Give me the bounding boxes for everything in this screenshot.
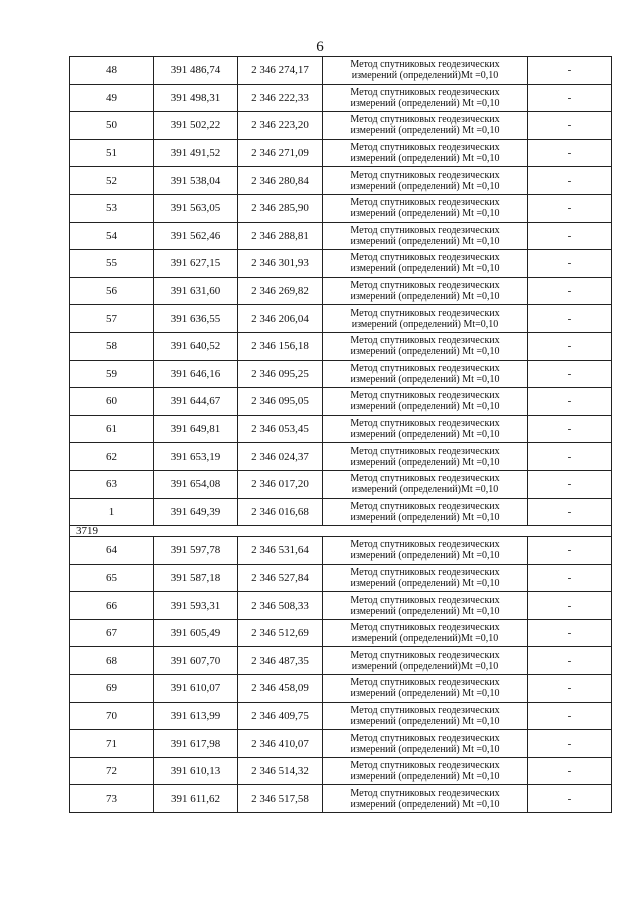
method-cell bbox=[323, 785, 528, 813]
y-coordinate-cell: 2 346 512,69 bbox=[238, 619, 323, 647]
x-coordinate-cell: 391 562,46 bbox=[154, 222, 238, 250]
note-cell: - bbox=[528, 537, 612, 565]
table-row bbox=[70, 388, 612, 416]
x-coordinate-cell: 391 607,70 bbox=[154, 647, 238, 675]
x-coordinate-cell: 391 613,99 bbox=[154, 702, 238, 730]
point-number-cell: 52 bbox=[70, 167, 154, 195]
method-line-1: Метод спутниковых геодезических bbox=[350, 704, 500, 716]
method-line-2: измерений (определений) Mt =0,10 bbox=[350, 401, 500, 413]
table-row bbox=[70, 57, 612, 85]
point-number-cell: 71 bbox=[70, 730, 154, 758]
method-line-1: Метод спутниковых геодезических bbox=[350, 280, 500, 292]
method-line-2: измерений (определений) Mt =0,10 bbox=[350, 153, 500, 165]
method-line-2: измерений (определений) Mt=0,10 bbox=[351, 318, 499, 330]
method-cell bbox=[323, 415, 528, 443]
note-cell: - bbox=[528, 112, 612, 140]
note-cell: - bbox=[528, 470, 612, 498]
method-line-2: измерений (определений) Mt =0,10 bbox=[350, 125, 500, 137]
note-cell: - bbox=[528, 305, 612, 333]
table-row bbox=[70, 139, 612, 167]
y-coordinate-cell: 2 346 269,82 bbox=[238, 277, 323, 305]
method-line-2: измерений (определений) Mt =0,10 bbox=[350, 263, 500, 275]
method-line-2: измерений (определений) Mt =0,10 bbox=[350, 97, 500, 109]
y-coordinate-cell: 2 346 223,20 bbox=[238, 112, 323, 140]
point-number-cell: 1 bbox=[70, 498, 154, 526]
point-number-cell: 72 bbox=[70, 757, 154, 785]
method-cell bbox=[323, 675, 528, 703]
point-number-cell: 63 bbox=[70, 470, 154, 498]
note-cell: - bbox=[528, 498, 612, 526]
method-cell bbox=[323, 360, 528, 388]
method-cell bbox=[323, 564, 528, 592]
y-coordinate-cell: 2 346 156,18 bbox=[238, 332, 323, 360]
method-line-1: Метод спутниковых геодезических bbox=[350, 594, 500, 606]
method-cell bbox=[323, 57, 528, 85]
method-line-2: измерений (определений) Mt =0,10 bbox=[350, 550, 500, 562]
method-cell bbox=[323, 250, 528, 278]
y-coordinate-cell: 2 346 409,75 bbox=[238, 702, 323, 730]
point-number-cell: 67 bbox=[70, 619, 154, 647]
x-coordinate-cell: 391 563,05 bbox=[154, 194, 238, 222]
point-number-cell: 70 bbox=[70, 702, 154, 730]
note-cell: - bbox=[528, 194, 612, 222]
x-coordinate-cell: 391 587,18 bbox=[154, 564, 238, 592]
y-coordinate-cell: 2 346 410,07 bbox=[238, 730, 323, 758]
x-coordinate-cell: 391 611,62 bbox=[154, 785, 238, 813]
method-line-1: Метод спутниковых геодезических bbox=[350, 539, 500, 551]
point-number-cell: 53 bbox=[70, 194, 154, 222]
note-cell: - bbox=[528, 222, 612, 250]
note-cell: - bbox=[528, 139, 612, 167]
point-number-cell: 58 bbox=[70, 332, 154, 360]
x-coordinate-cell: 391 593,31 bbox=[154, 592, 238, 620]
method-cell bbox=[323, 592, 528, 620]
y-coordinate-cell: 2 346 095,05 bbox=[238, 388, 323, 416]
method-line-2: измерений (определений) Mt =0,10 bbox=[350, 456, 500, 468]
method-line-1: Метод спутниковых геодезических bbox=[350, 307, 500, 319]
y-coordinate-cell: 2 346 017,20 bbox=[238, 470, 323, 498]
table-row bbox=[70, 277, 612, 305]
method-cell bbox=[323, 167, 528, 195]
method-line-1: Метод спутниковых геодезических bbox=[350, 169, 500, 181]
note-cell: - bbox=[528, 619, 612, 647]
x-coordinate-cell: 391 498,31 bbox=[154, 84, 238, 112]
method-line-1: Метод спутниковых геодезических bbox=[350, 566, 500, 578]
y-coordinate-cell: 2 346 508,33 bbox=[238, 592, 323, 620]
x-coordinate-cell: 391 653,19 bbox=[154, 443, 238, 471]
table-row bbox=[70, 592, 612, 620]
point-number-cell: 50 bbox=[70, 112, 154, 140]
note-cell: - bbox=[528, 388, 612, 416]
section-row bbox=[70, 526, 612, 537]
y-coordinate-cell: 2 346 514,32 bbox=[238, 757, 323, 785]
note-cell: - bbox=[528, 592, 612, 620]
x-coordinate-cell: 391 654,08 bbox=[154, 470, 238, 498]
method-cell bbox=[323, 470, 528, 498]
method-cell bbox=[323, 305, 528, 333]
table-row bbox=[70, 84, 612, 112]
y-coordinate-cell: 2 346 285,90 bbox=[238, 194, 323, 222]
table-row bbox=[70, 647, 612, 675]
point-number-cell: 54 bbox=[70, 222, 154, 250]
note-cell: - bbox=[528, 250, 612, 278]
section-label: 3719 bbox=[70, 526, 612, 537]
method-line-1: Метод спутниковых геодезических bbox=[350, 59, 500, 71]
x-coordinate-cell: 391 649,39 bbox=[154, 498, 238, 526]
method-cell bbox=[323, 194, 528, 222]
method-line-1: Метод спутниковых геодезических bbox=[350, 732, 500, 744]
y-coordinate-cell: 2 346 280,84 bbox=[238, 167, 323, 195]
x-coordinate-cell: 391 610,07 bbox=[154, 675, 238, 703]
x-coordinate-cell: 391 605,49 bbox=[154, 619, 238, 647]
note-cell: - bbox=[528, 415, 612, 443]
table-row bbox=[70, 222, 612, 250]
y-coordinate-cell: 2 346 206,04 bbox=[238, 305, 323, 333]
method-line-2: измерений (определений) Mt =0,10 bbox=[350, 688, 500, 700]
note-cell: - bbox=[528, 84, 612, 112]
y-coordinate-cell: 2 346 531,64 bbox=[238, 537, 323, 565]
table-row bbox=[70, 305, 612, 333]
point-number-cell: 64 bbox=[70, 537, 154, 565]
method-cell bbox=[323, 757, 528, 785]
y-coordinate-cell: 2 346 288,81 bbox=[238, 222, 323, 250]
note-cell: - bbox=[528, 360, 612, 388]
table-row bbox=[70, 537, 612, 565]
method-cell bbox=[323, 139, 528, 167]
method-line-2: измерений (определений) Mt =0,10 bbox=[350, 743, 500, 755]
method-line-1: Метод спутниковых геодезических bbox=[350, 500, 500, 512]
x-coordinate-cell: 391 649,81 bbox=[154, 415, 238, 443]
table-row bbox=[70, 415, 612, 443]
point-number-cell: 68 bbox=[70, 647, 154, 675]
method-cell bbox=[323, 647, 528, 675]
x-coordinate-cell: 391 646,16 bbox=[154, 360, 238, 388]
method-line-2: измерений (определений)Mt =0,10 bbox=[351, 70, 499, 82]
method-line-1: Метод спутниковых геодезических bbox=[350, 677, 500, 689]
method-cell bbox=[323, 498, 528, 526]
note-cell: - bbox=[528, 647, 612, 675]
method-line-1: Метод спутниковых геодезических bbox=[350, 390, 500, 402]
y-coordinate-cell: 2 346 487,35 bbox=[238, 647, 323, 675]
x-coordinate-cell: 391 486,74 bbox=[154, 57, 238, 85]
method-line-1: Метод спутниковых геодезических bbox=[350, 335, 500, 347]
note-cell: - bbox=[528, 443, 612, 471]
note-cell: - bbox=[528, 167, 612, 195]
method-line-2: измерений (определений) Mt =0,10 bbox=[350, 577, 500, 589]
y-coordinate-cell: 2 346 527,84 bbox=[238, 564, 323, 592]
method-line-1: Метод спутниковых геодезических bbox=[350, 142, 500, 154]
y-coordinate-cell: 2 346 222,33 bbox=[238, 84, 323, 112]
x-coordinate-cell: 391 640,52 bbox=[154, 332, 238, 360]
method-line-1: Метод спутниковых геодезических bbox=[350, 86, 500, 98]
method-line-2: измерений (определений)Mt =0,10 bbox=[351, 660, 499, 672]
table-row bbox=[70, 702, 612, 730]
y-coordinate-cell: 2 346 458,09 bbox=[238, 675, 323, 703]
table-row bbox=[70, 112, 612, 140]
method-line-1: Метод спутниковых геодезических bbox=[350, 760, 500, 772]
x-coordinate-cell: 391 502,22 bbox=[154, 112, 238, 140]
method-line-2: измерений (определений) Mt =0,10 bbox=[350, 511, 500, 523]
point-number-cell: 61 bbox=[70, 415, 154, 443]
x-coordinate-cell: 391 644,67 bbox=[154, 388, 238, 416]
method-line-1: Метод спутниковых геодезических bbox=[350, 114, 500, 126]
method-line-2: измерений (определений) Mt =0,10 bbox=[350, 235, 500, 247]
table-row bbox=[70, 250, 612, 278]
method-line-1: Метод спутниковых геодезических bbox=[350, 418, 500, 430]
table-row bbox=[70, 675, 612, 703]
table-row bbox=[70, 785, 612, 813]
table-row bbox=[70, 730, 612, 758]
point-number-cell: 65 bbox=[70, 564, 154, 592]
note-cell: - bbox=[528, 785, 612, 813]
note-cell: - bbox=[528, 332, 612, 360]
y-coordinate-cell: 2 346 095,25 bbox=[238, 360, 323, 388]
method-line-2: измерений (определений) Mt =0,10 bbox=[350, 291, 500, 303]
method-line-2: измерений (определений)Mt =0,10 bbox=[351, 484, 499, 496]
x-coordinate-cell: 391 597,78 bbox=[154, 537, 238, 565]
method-cell bbox=[323, 222, 528, 250]
point-number-cell: 66 bbox=[70, 592, 154, 620]
table-row bbox=[70, 619, 612, 647]
point-number-cell: 49 bbox=[70, 84, 154, 112]
method-line-1: Метод спутниковых геодезических bbox=[350, 224, 500, 236]
note-cell: - bbox=[528, 675, 612, 703]
note-cell: - bbox=[528, 702, 612, 730]
point-number-cell: 57 bbox=[70, 305, 154, 333]
point-number-cell: 51 bbox=[70, 139, 154, 167]
method-cell bbox=[323, 702, 528, 730]
x-coordinate-cell: 391 610,13 bbox=[154, 757, 238, 785]
table-row bbox=[70, 564, 612, 592]
y-coordinate-cell: 2 346 053,45 bbox=[238, 415, 323, 443]
table-row bbox=[70, 360, 612, 388]
table-row bbox=[70, 194, 612, 222]
x-coordinate-cell: 391 491,52 bbox=[154, 139, 238, 167]
point-number-cell: 48 bbox=[70, 57, 154, 85]
method-line-1: Метод спутниковых геодезических bbox=[350, 362, 500, 374]
method-line-1: Метод спутниковых геодезических bbox=[350, 473, 500, 485]
point-number-cell: 62 bbox=[70, 443, 154, 471]
x-coordinate-cell: 391 627,15 bbox=[154, 250, 238, 278]
method-line-2: измерений (определений)Mt =0,10 bbox=[351, 633, 499, 645]
method-line-1: Метод спутниковых геодезических bbox=[350, 787, 500, 799]
coordinates-table bbox=[69, 56, 612, 813]
note-cell: - bbox=[528, 757, 612, 785]
method-cell bbox=[323, 730, 528, 758]
y-coordinate-cell: 2 346 016,68 bbox=[238, 498, 323, 526]
table-row bbox=[70, 443, 612, 471]
point-number-cell: 73 bbox=[70, 785, 154, 813]
method-line-2: измерений (определений) Mt =0,10 bbox=[350, 208, 500, 220]
x-coordinate-cell: 391 636,55 bbox=[154, 305, 238, 333]
method-line-2: измерений (определений) Mt =0,10 bbox=[350, 715, 500, 727]
method-line-1: Метод спутниковых геодезических bbox=[350, 649, 500, 661]
method-cell bbox=[323, 84, 528, 112]
x-coordinate-cell: 391 617,98 bbox=[154, 730, 238, 758]
method-line-2: измерений (определений) Mt =0,10 bbox=[350, 346, 500, 358]
table-row bbox=[70, 757, 612, 785]
method-cell bbox=[323, 619, 528, 647]
point-number-cell: 59 bbox=[70, 360, 154, 388]
table-row bbox=[70, 332, 612, 360]
point-number-cell: 60 bbox=[70, 388, 154, 416]
method-cell bbox=[323, 277, 528, 305]
method-line-1: Метод спутниковых геодезических bbox=[350, 445, 500, 457]
method-line-2: измерений (определений) Mt =0,10 bbox=[350, 373, 500, 385]
table-row bbox=[70, 167, 612, 195]
point-number-cell: 69 bbox=[70, 675, 154, 703]
method-cell bbox=[323, 537, 528, 565]
method-line-1: Метод спутниковых геодезических bbox=[350, 252, 500, 264]
method-line-2: измерений (определений) Mt =0,10 bbox=[350, 429, 500, 441]
point-number-cell: 55 bbox=[70, 250, 154, 278]
method-line-2: измерений (определений) Mt =0,10 bbox=[350, 180, 500, 192]
method-line-2: измерений (определений) Mt =0,10 bbox=[350, 605, 500, 617]
point-number-cell: 56 bbox=[70, 277, 154, 305]
y-coordinate-cell: 2 346 517,58 bbox=[238, 785, 323, 813]
x-coordinate-cell: 391 538,04 bbox=[154, 167, 238, 195]
y-coordinate-cell: 2 346 301,93 bbox=[238, 250, 323, 278]
table-row bbox=[70, 498, 612, 526]
method-cell bbox=[323, 332, 528, 360]
note-cell: - bbox=[528, 564, 612, 592]
method-line-2: измерений (определений) Mt =0,10 bbox=[350, 771, 500, 783]
method-cell bbox=[323, 112, 528, 140]
method-cell bbox=[323, 388, 528, 416]
method-line-2: измерений (определений) Mt =0,10 bbox=[350, 798, 500, 810]
y-coordinate-cell: 2 346 274,17 bbox=[238, 57, 323, 85]
note-cell: - bbox=[528, 277, 612, 305]
method-cell bbox=[323, 443, 528, 471]
x-coordinate-cell: 391 631,60 bbox=[154, 277, 238, 305]
method-line-1: Метод спутниковых геодезических bbox=[350, 197, 500, 209]
page-number: 6 bbox=[316, 39, 324, 55]
table-row bbox=[70, 470, 612, 498]
y-coordinate-cell: 2 346 024,37 bbox=[238, 443, 323, 471]
method-line-1: Метод спутниковых геодезических bbox=[350, 622, 500, 634]
note-cell: - bbox=[528, 57, 612, 85]
note-cell: - bbox=[528, 730, 612, 758]
y-coordinate-cell: 2 346 271,09 bbox=[238, 139, 323, 167]
